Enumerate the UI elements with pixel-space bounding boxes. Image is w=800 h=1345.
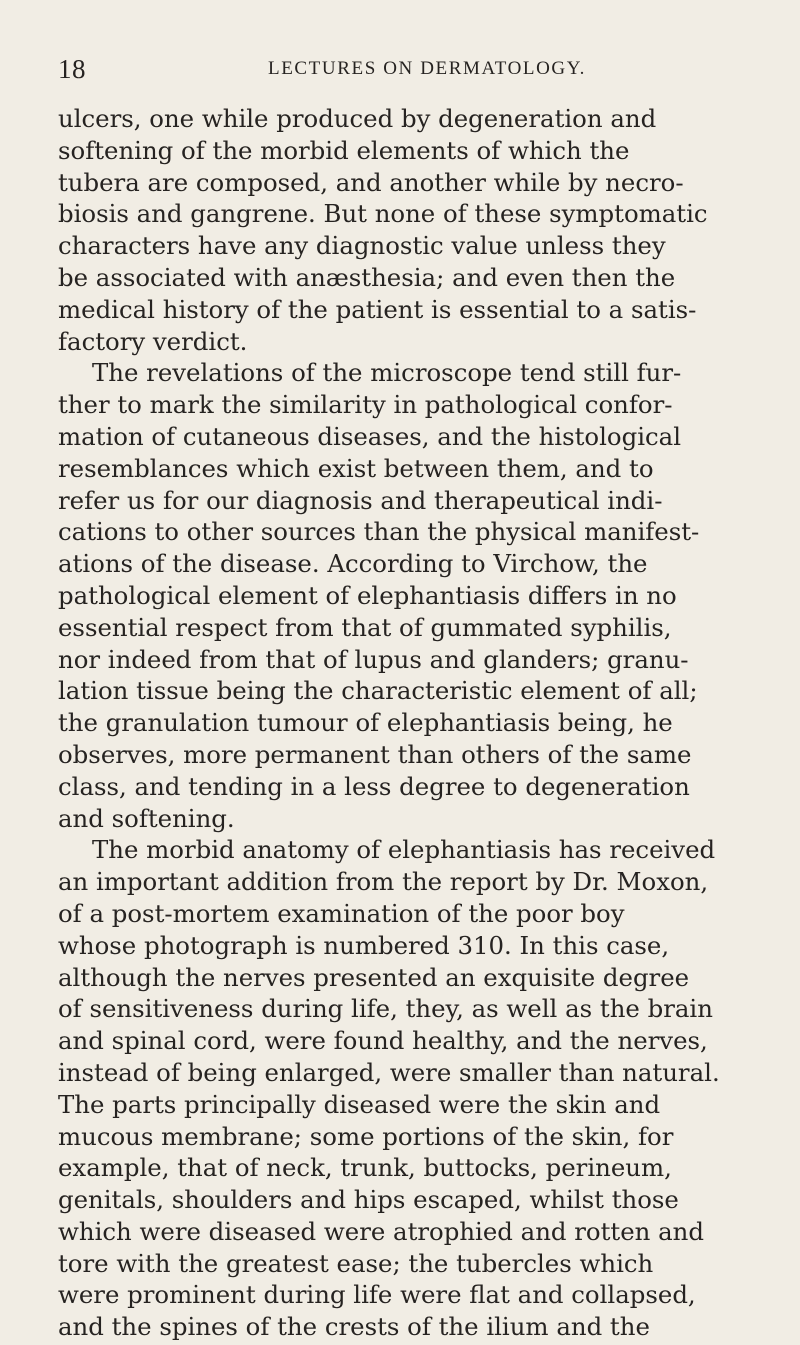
text-line: medical history of the patient is essential to a satis- [58,294,697,324]
text-line: The morbid anatomy of elephantiasis has received [92,835,716,865]
text-line: and the spines of the crests of the ilium and the [58,1312,650,1342]
text-line: whose photograph is numbered 310. In this case, [58,930,670,960]
text-line: ther to mark the similarity in pathological confor- [58,390,673,420]
text-line: factory verdict. [58,326,248,356]
text-line: and softening. [58,803,235,833]
text-line: mucous membrane; some portions of the skin, for [58,1121,674,1151]
text-line: of sensitiveness during life, they, as well as the brain [58,994,713,1024]
text-line: which were diseased were atrophied and rotten and [58,1216,704,1246]
text-line: tubera are composed, and another while by necro- [58,167,684,197]
running-title: LECTURES ON DERMATOLOGY. [268,58,586,79]
text-line: and spinal cord, were found healthy, and the nerves, [58,1026,708,1056]
text-line: ulcers, one while produced by degeneration and [58,104,657,133]
text-line: genitals, shoulders and hips escaped, whilst those [58,1185,679,1215]
text-line: biosis and gangrene. But none of these symptomatic [58,199,708,229]
text-line: mation of cutaneous diseases, and the histological [58,421,682,451]
text-line: cations to other sources than the physical manifest- [58,517,700,547]
text-line: characters have any diagnostic value unless they [58,231,666,261]
text-line: The revelations of the microscope tend still fur- [92,358,682,388]
text-line: of a post-mortem examination of the poor boy [58,898,625,928]
text-line: The parts principally diseased were the skin and [58,1089,661,1119]
running-head [58,54,738,86]
text-line: lation tissue being the characteristic element of all; [58,676,698,706]
text-line: refer us for our diagnosis and therapeutical indi- [58,485,663,515]
text-line: an important addition from the report by Dr. Moxon, [58,867,709,897]
text-line: be associated with anæsthesia; and even then the [58,262,676,292]
text-line: although the nerves presented an exquisite degree [58,962,690,992]
text-line: example, that of neck, trunk, buttocks, perineum, [58,1153,672,1183]
text-line: instead of being enlarged, were smaller than natural. [58,1057,720,1087]
text-line: were prominent during life were flat and collapsed, [58,1280,696,1310]
text-line: class, and tending in a less degree to degeneration [58,771,690,801]
text-line: observes, more permanent than others of the same [58,739,692,769]
text-line: resemblances which exist between them, and to [58,453,654,483]
page-number: 18 [58,54,86,84]
text-line: essential respect from that of gummated syphilis, [58,612,672,642]
text-line: the granulation tumour of elephantiasis being, he [58,708,673,738]
text-line: pathological element of elephantiasis differs in no [58,580,677,610]
body-text [58,103,758,1343]
text-line: softening of the morbid elements of which the [58,135,630,165]
text-line: tore with the greatest ease; the tubercles which [58,1248,654,1278]
text-line: nor indeed from that of lupus and glanders; granu- [58,644,689,674]
text-line: ations of the disease. According to Virchow, the [58,549,648,579]
